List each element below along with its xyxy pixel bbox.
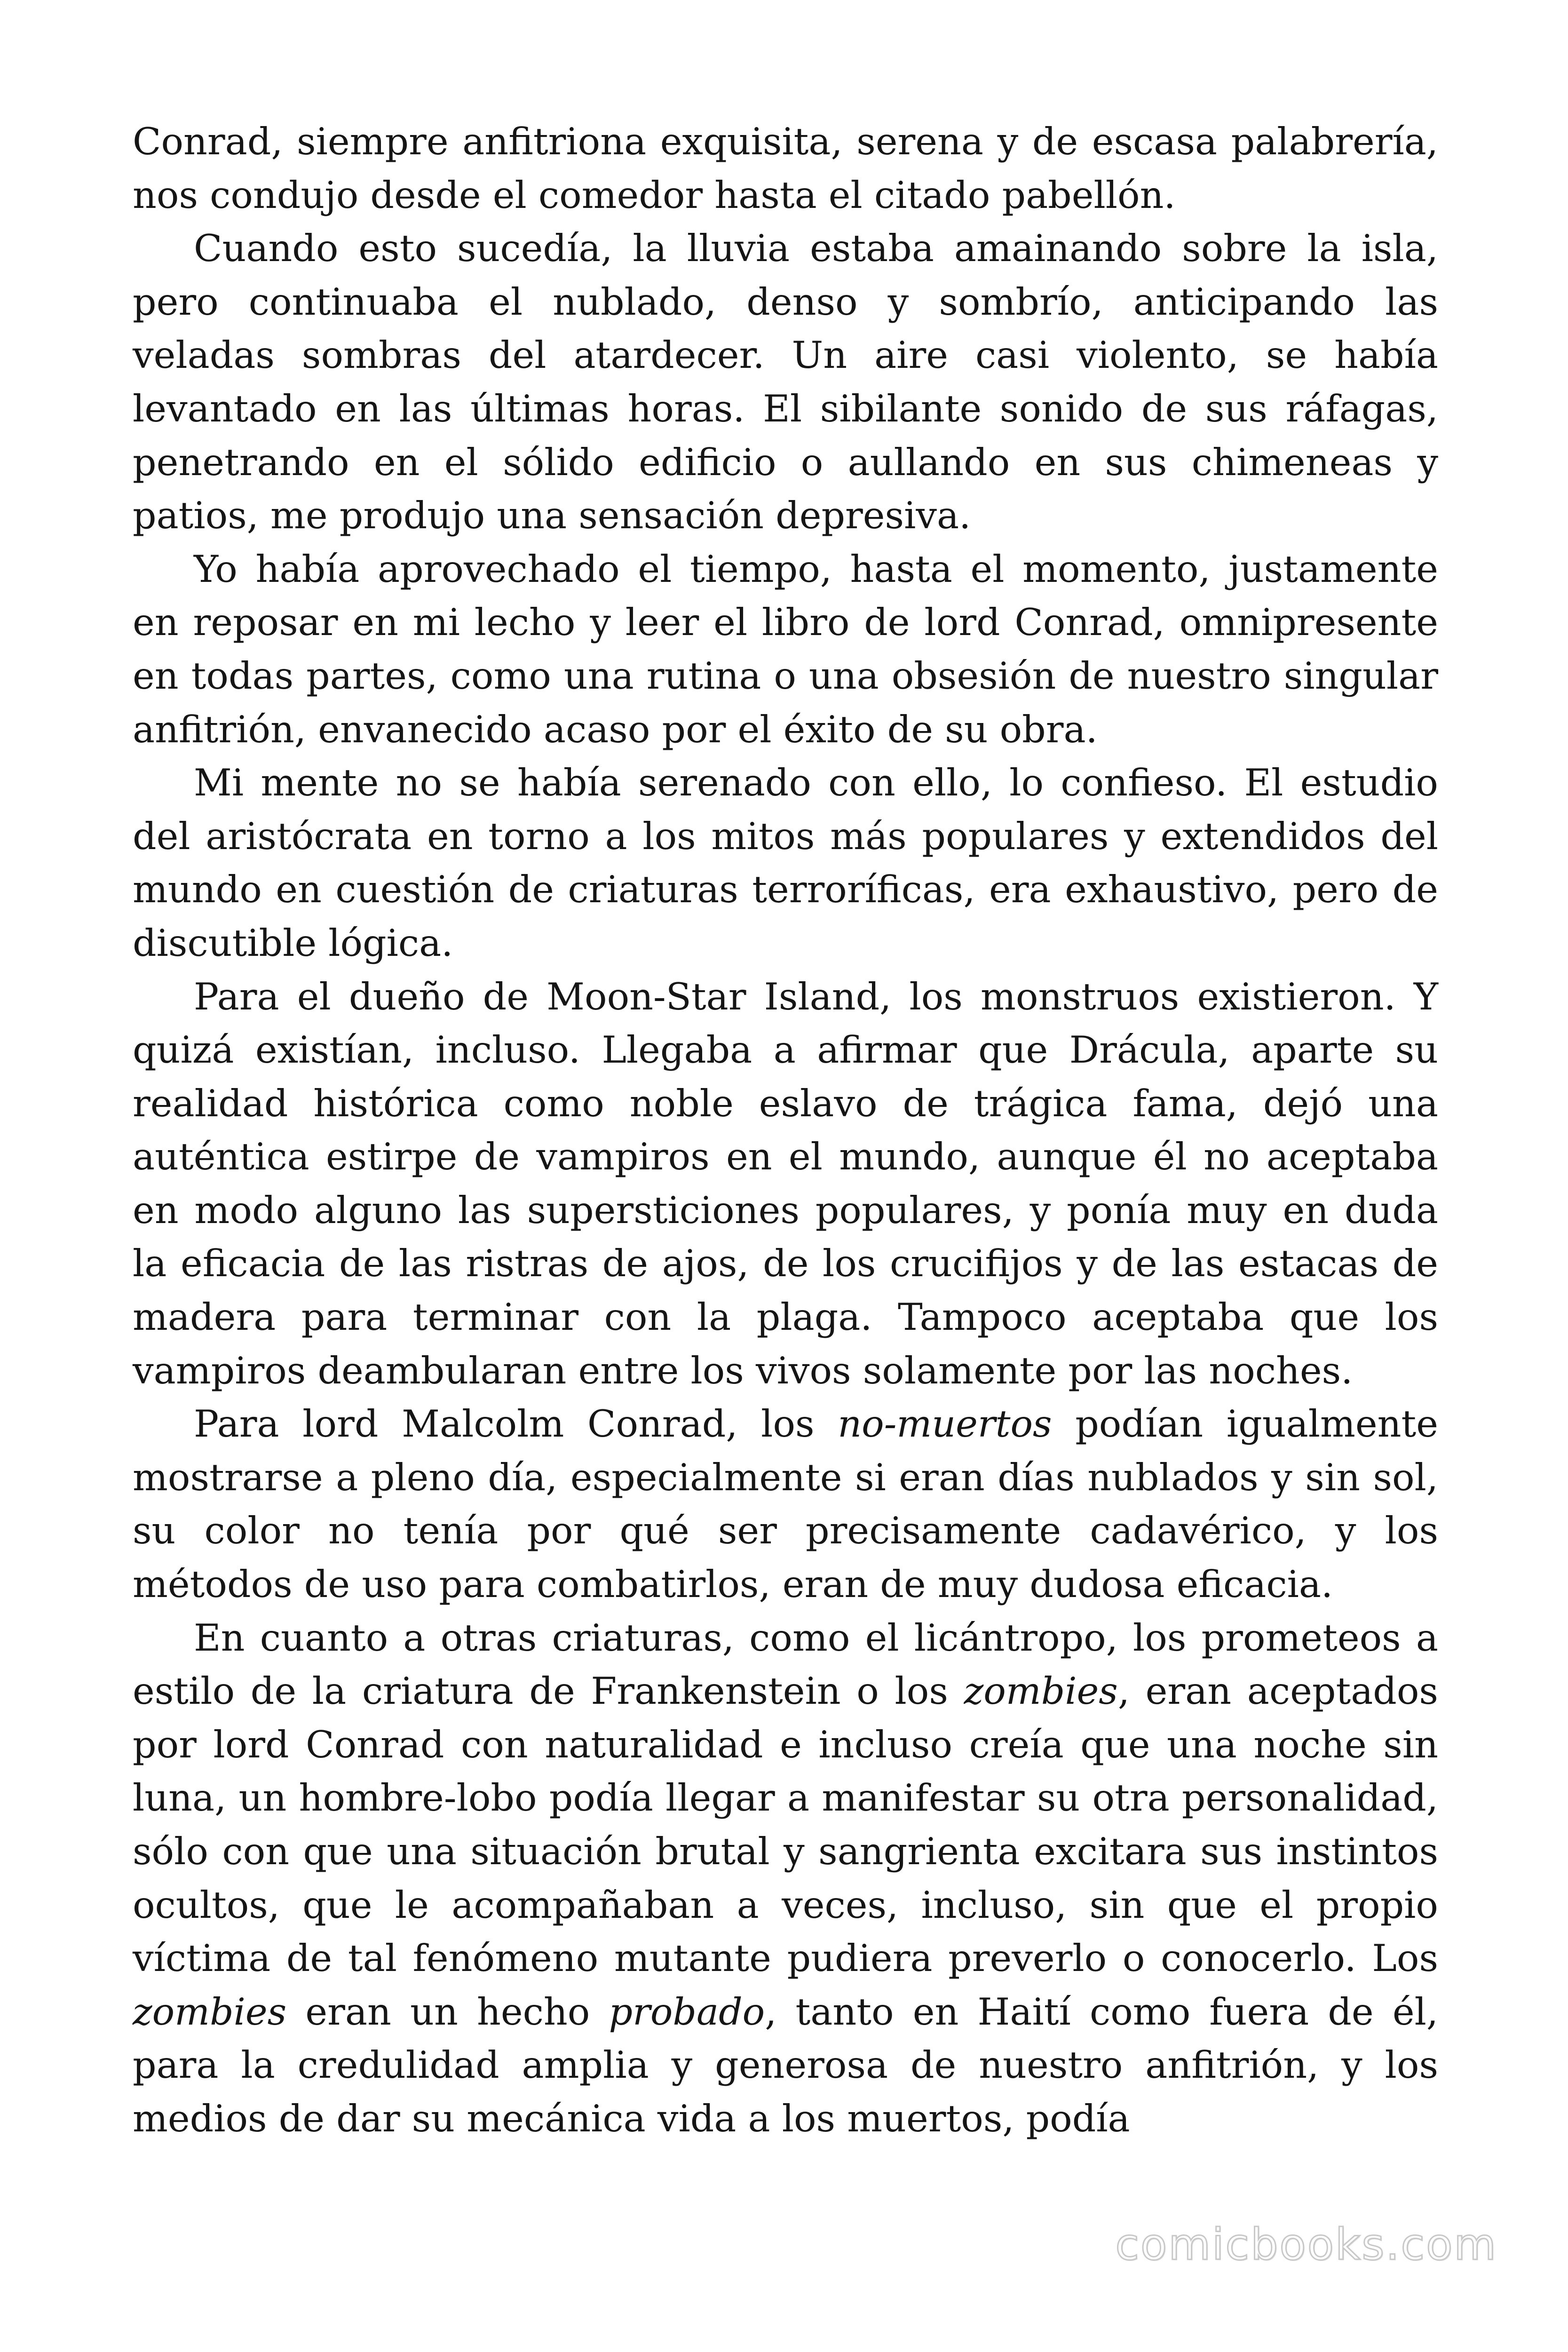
italic-term: probado [609,1990,765,2034]
page-body-text [133,115,1438,2146]
paragraph-text: Mi mente no se había serenado con ello, lo confieso. El estudio del aristócrata en torno a los mitos más populares y extendidos del mundo en cuestión de criaturas terroríficas, era exhaustivo, pero de discutible lógica. [133,761,1438,965]
paragraph-text: Yo había aprovechado el tiempo, hasta el momento, justamente en reposar en mi lecho y leer el libro de lord Conrad, omnipresente en todas partes, como una rutina o una obsesión de nuestro singular anfitrión, envanecido acaso por el éxito de su obra. [133,547,1438,751]
paragraph-text: Para lord Malcolm Conrad, los [194,1402,838,1446]
paragraph-6 [133,1398,1438,1611]
paragraph-text: Para el dueño de Moon-Star Island, los monstruos existieron. Y quizá existían, incluso. Llegaba a afirmar que Drácula, aparte su realidad histórica como noble eslavo de trágica fama, dejó una auténtica estirpe de vampiros en el mundo, aunque él no aceptaba en modo alguno las supersticiones populares, y ponía muy en duda la eficacia de las ristras de ajos, de los crucifijos y de las estacas de madera para terminar con la plaga. Tampoco aceptaba que los vampiros deambularan entre los vivos solamente por las noches. [133,975,1438,1392]
paragraph-text: En cuanto a otras criaturas, como el licántropo, los prometeos a estilo de la criatura de Frankenstein o los [133,1616,1438,1713]
paragraph-text: eran un hecho [286,1990,609,2034]
paragraph-2 [133,222,1438,543]
paragraph-text: Cuando esto sucedía, la lluvia estaba amainando sobre la isla, pero continuaba el nublado, denso y sombrío, anticipando las veladas sombras del atardecer. Un aire casi violento, se había levantado en las últimas horas. El sibilante sonido de sus ráfagas, penetrando en el sólido edificio o aullando en sus chimeneas y patios, me produjo una sensación depresiva. [133,227,1438,538]
paragraph-7 [133,1612,1438,2146]
paragraph-5 [133,970,1438,1398]
italic-term: zombies [964,1669,1118,1713]
italic-term: zombies [133,1990,287,2034]
italic-term: no-muertos [838,1402,1052,1446]
watermark: comicbooks.com [1115,2219,1497,2270]
paragraph-1 [133,115,1438,222]
paragraph-text: Conrad, siempre anfitriona exquisita, serena y de escasa palabrería, nos condujo desde el comedor hasta el citado pabellón. [133,120,1438,217]
paragraph-text: podían igualmente mostrarse a pleno día, especialmente si eran días nublados y sin sol, su color no tenía por qué ser precisamente cadavérico, y los métodos de uso para combatirlos, eran de muy dudosa eficacia. [133,1402,1439,1606]
paragraph-3 [133,543,1438,756]
paragraph-4 [133,756,1438,970]
paragraph-text: , tanto en Haití como fuera de él, para la credulidad amplia y generosa de nuestro anfitrión, y los medios de dar su mecánica vida a los muertos, podía [133,1990,1438,2140]
paragraph-text: , eran aceptados por lord Conrad con naturalidad e incluso creía que una noche sin luna, un hombre-lobo podía llegar a manifestar su otra personalidad, sólo con que una situación brutal y sangrienta excitara sus instintos ocultos, que le acompañaban a veces, incluso, sin que el propio víctima de tal fenómeno mutante pudiera preverlo o conocerlo. Los [133,1669,1438,1980]
